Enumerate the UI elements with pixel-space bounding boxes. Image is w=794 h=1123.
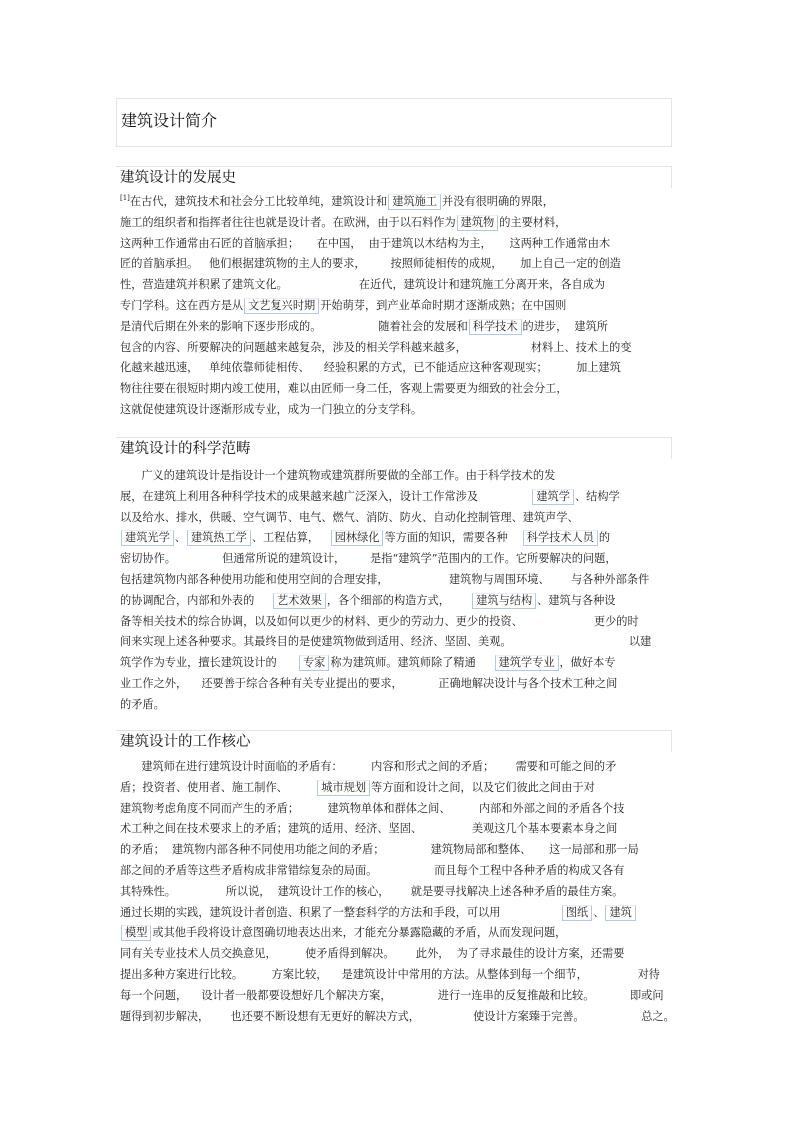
section-heading-box bbox=[116, 730, 672, 752]
text-run: 并没有很明确的界限， bbox=[442, 195, 554, 208]
paragraph-line bbox=[120, 801, 624, 817]
text-run: 等方面和设计之间，以及它们彼此之间由于对 bbox=[371, 780, 595, 794]
text-run: 这就促使建筑设计逐渐形成专业，成为一门独立的分支学科。 bbox=[120, 403, 423, 416]
text-run: 通过长期的实践，建筑设计者创造、积累了一整套科学的方法和手段，可以用 bbox=[120, 905, 561, 919]
footnote-ref[interactable]: [1] bbox=[120, 194, 130, 202]
paragraph-line bbox=[120, 634, 651, 650]
text-run: 部之间的矛盾等这些矛盾构成非常错综复杂的局面。 而且每个工程中各种矛盾的构成又各有 bbox=[120, 864, 625, 877]
text-run: 的矛盾。 bbox=[120, 697, 165, 711]
paragraph-line bbox=[120, 360, 621, 376]
section-heading: 建筑设计的工作核心 bbox=[120, 734, 251, 750]
paragraph-line bbox=[120, 551, 617, 567]
paragraph-line bbox=[120, 215, 566, 231]
text-run: 筑学作为专业，擅长建筑设计的 bbox=[120, 656, 298, 670]
text-run: 的 bbox=[598, 531, 611, 545]
text-run: 施工的组织者和指挥者往往也就是设计者。在欧洲，由于以石料作为 bbox=[120, 215, 456, 229]
hyperlink[interactable]: 图纸 bbox=[562, 905, 592, 921]
hyperlink[interactable]: 建筑施工 bbox=[388, 194, 441, 210]
text-run: 广义的建筑设计是指设计一个建筑物或建筑群所要做的全部工作。由于科学技术的发 bbox=[120, 469, 556, 482]
paragraph-line bbox=[120, 277, 605, 293]
paragraph-line bbox=[120, 530, 610, 546]
section-heading-box bbox=[116, 166, 672, 188]
paragraph-line bbox=[120, 402, 422, 418]
paragraph-line bbox=[120, 842, 639, 858]
text-run: 开始萌芽，到产业革命时期才逐渐成熟；在中国则 bbox=[320, 299, 567, 312]
text-run: 、 bbox=[174, 531, 186, 545]
text-run: 称为建筑师。建筑师除了精通 bbox=[330, 656, 494, 670]
text-run: 包含的内容、所要解决的问题越来越复杂，涉及的相关学科越来越多， 材料上、技术上的变 bbox=[120, 340, 632, 354]
hyperlink[interactable]: 文艺复兴时期 bbox=[244, 298, 319, 314]
hyperlink[interactable]: 建筑光学 bbox=[121, 530, 174, 546]
hyperlink[interactable]: 建筑热工学 bbox=[187, 530, 251, 546]
paragraph-line bbox=[120, 194, 554, 210]
text-run: 建筑师在进行建筑设计时面临的矛盾有： 内容和形式之间的矛盾； 需要和可能之间的矛 bbox=[120, 760, 617, 773]
text-run: 同有关专业技术人员交换意见， 使矛盾得到解决。 此外， 为了寻求最佳的设计方案，还需要 bbox=[120, 947, 625, 961]
paragraph-line bbox=[120, 298, 566, 314]
paragraph-line bbox=[120, 967, 660, 983]
paragraph-line bbox=[120, 946, 624, 962]
paragraph-line bbox=[120, 884, 623, 900]
hyperlink[interactable]: 模型 bbox=[121, 925, 151, 941]
text-run: 是清代后期在外来的影响下逐步形成的。 随着社会的发展和 bbox=[120, 319, 468, 333]
paragraph-line bbox=[120, 780, 595, 796]
hyperlink[interactable]: 建筑 bbox=[605, 905, 635, 921]
section-heading-box bbox=[116, 437, 672, 459]
text-run: 、建筑与各种设 bbox=[537, 593, 616, 607]
paragraph-line bbox=[120, 236, 610, 252]
section-heading: 建筑设计的发展史 bbox=[120, 170, 236, 186]
text-run: 化越来越迅速， 单纯依靠师徒相传、 经验积累的方式，已不能适应这种客观现实； 加上建筑 bbox=[120, 361, 621, 375]
paragraph-line bbox=[120, 340, 632, 356]
paragraph-line bbox=[120, 319, 608, 335]
text-run: 或其他手段将设计意图确切地表达出来，才能充分暴露隐藏的矛盾，从而发现问题， bbox=[152, 926, 567, 940]
text-run: 等方面的知识，需要各种 bbox=[384, 531, 522, 545]
paragraph-line bbox=[120, 256, 621, 272]
text-run: 、结构学 bbox=[574, 489, 620, 503]
paragraph-line bbox=[120, 676, 617, 692]
hyperlink[interactable]: 艺术效果 bbox=[273, 593, 326, 609]
title-box bbox=[116, 98, 672, 147]
page-title: 建筑设计简介 bbox=[121, 111, 218, 130]
text-run: 的矛盾； 建筑物内部各种不同使用功能之间的矛盾； 建筑物局部和整体、 这一局部和那一局 bbox=[120, 843, 639, 857]
text-run: 以及给水、排水，供暖、空气调节、电气、燃气、消防、防火、自动化控制管理、建筑声学、 bbox=[120, 510, 579, 524]
text-run: 匠的首脑承担。 他们根据建筑物的主人的要求， 按照师徒相传的成规， 加上自己一定的创造 bbox=[120, 257, 621, 271]
text-run: 盾；投资者、使用者、施工制作、 bbox=[120, 780, 317, 794]
paragraph-line bbox=[120, 614, 639, 630]
paragraph-line bbox=[120, 381, 568, 397]
paragraph-line bbox=[120, 697, 165, 713]
paragraph-line bbox=[120, 468, 555, 484]
hyperlink[interactable]: 建筑学专业 bbox=[495, 655, 559, 671]
hyperlink[interactable]: 园林绿化 bbox=[331, 530, 384, 546]
paragraph-line bbox=[120, 759, 616, 775]
paragraph-line bbox=[120, 821, 617, 837]
paragraph-line bbox=[120, 905, 637, 921]
section-heading: 建筑设计的科学范畴 bbox=[120, 441, 251, 457]
text-run: 其特殊性。 所以说， 建筑设计工作的核心， 就是要寻找解决上述各种矛盾的最佳方案。 bbox=[120, 884, 624, 898]
paragraph-line bbox=[120, 489, 620, 505]
hyperlink[interactable]: 建筑物 bbox=[457, 215, 499, 231]
text-run: 的进步， 建筑所 bbox=[522, 319, 608, 333]
text-run: 术工种之间在技术要求上的矛盾；建筑的适用、经济、坚固、 美观这几个基本要素本身之间 bbox=[120, 822, 618, 836]
text-run: 题得到初步解决， 也还要不断设想有无更好的解决方式， 使设计方案臻于完善。 总之。 bbox=[120, 1009, 675, 1023]
paragraph-line bbox=[120, 988, 664, 1004]
hyperlink[interactable]: 科学技术人员 bbox=[523, 530, 598, 546]
text-run: 、 bbox=[593, 905, 605, 919]
paragraph-line bbox=[120, 655, 616, 671]
text-run: 的协调配合，内部和外表的 bbox=[120, 593, 273, 607]
text-run: 密切协作。 但通常所说的建筑设计， 是指“建筑学”范围内的工作。它所要解决的问题， bbox=[120, 552, 617, 566]
text-run: 这两种工作通常由石匠的首脑承担； 在中国， 由于建筑以木结构为主， 这两种工作通常由木 bbox=[120, 236, 611, 250]
text-run: 性，营造建筑并积累了建筑文化。 在近代，建筑设计和建筑施工分离开来，各自成为 bbox=[120, 278, 606, 292]
hyperlink[interactable]: 建筑学 bbox=[532, 489, 574, 505]
hyperlink[interactable]: 科学技术 bbox=[469, 319, 522, 335]
text-run: 提出多种方案进行比较。 方案比较， 是建筑设计中常用的方法。从整体到每一个细节， 对待 bbox=[120, 968, 660, 981]
paragraph-line bbox=[120, 863, 624, 879]
hyperlink[interactable]: 城市规划 bbox=[317, 780, 370, 796]
text-run: 在古代，建筑技术和社会分工比较单纯，建筑设计和 bbox=[129, 195, 388, 208]
text-run: 业工作之外， 还要善于综合各种有关专业提出的要求， 正确地解决设计与各个技术工种之间 bbox=[120, 677, 618, 690]
paragraph-line bbox=[120, 572, 649, 588]
text-run: 间来实现上述各种要求。其最终目的是使建筑物做到适用、经济、坚固、美观。 以建 bbox=[120, 635, 652, 649]
text-run: 的主要材料， bbox=[499, 215, 567, 229]
text-run: 包括建筑物内部各种使用功能和使用空间的合理安排， 建筑物与周围环境、 与各种外部条件 bbox=[120, 573, 650, 586]
text-run: 建筑物考虑角度不同而产生的矛盾； 建筑物单体和群体之间、 内部和外部之间的矛盾各个技 bbox=[120, 801, 625, 815]
text-run: 专门学科。这在西方是从 bbox=[120, 299, 244, 312]
paragraph-line bbox=[120, 510, 579, 526]
paragraph-line bbox=[120, 1009, 675, 1025]
text-run: ，做好本专 bbox=[559, 656, 616, 670]
text-run: 展，在建筑上利用各种科学技术的成果越来越广泛深入，设计工作常涉及 bbox=[120, 489, 532, 503]
paragraph-line bbox=[120, 925, 566, 941]
text-run: 备等相关技术的综合协调，以及如何以更少的材料、更少的劳动力、更少的投资、 更少的时 bbox=[120, 614, 639, 628]
text-run: ，各个细部的构造方式， bbox=[326, 593, 472, 607]
text-run: 物往往要在很短时期内竣工使用，难以由匠师一身二任，客观上需要更为细致的社会分工， bbox=[120, 382, 568, 396]
text-run: 、工程估算， bbox=[251, 531, 330, 545]
hyperlink[interactable]: 建筑与结构 bbox=[472, 593, 536, 609]
text-run: 每一个问题， 设计者一般都要设想好几个解决方案， 进行一连串的反复推敲和比较。 即或问 bbox=[120, 988, 664, 1002]
paragraph-line bbox=[120, 593, 616, 609]
hyperlink[interactable]: 专家 bbox=[299, 655, 329, 671]
